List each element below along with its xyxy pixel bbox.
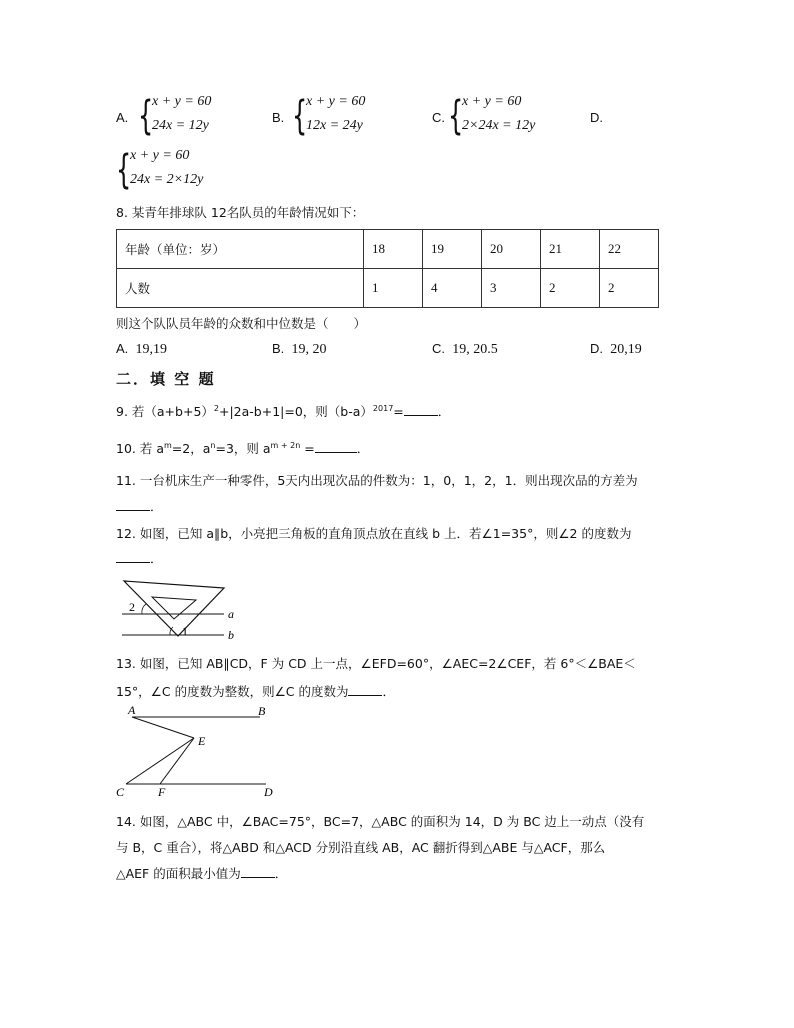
angle-2-arc <box>142 604 146 614</box>
q12-answer <box>116 549 163 567</box>
q7-d-eq1: x + y = 60 <box>130 148 190 163</box>
q7-option-d-system <box>116 148 236 196</box>
label-e: E <box>198 734 206 748</box>
q13-line2 <box>116 682 395 700</box>
table-cell: 2 <box>541 269 600 308</box>
q8-option-c <box>432 341 498 358</box>
q13-line1: 13. 如图，已知 AB∥CD，F 为 CD 上一点，∠EFD=60°，∠AEC=2∠CEF，若 6°＜∠BAE＜ <box>116 656 636 671</box>
section-title: 二．填 空 题 <box>116 370 216 388</box>
q8-option-a <box>116 341 167 358</box>
q12-text: 12. 如图，已知 a∥b，小亮把三角板的直角顶点放在直线 b 上．若∠1=35°，则∠2 的度数为 <box>116 526 632 541</box>
q9-text <box>116 402 450 420</box>
q9-exponent: 2017 <box>372 403 394 413</box>
answer-blank <box>241 865 275 878</box>
q8-option-b <box>272 341 327 358</box>
q9-part: 9. 若（a+b+5） <box>116 404 214 419</box>
q7-b-eq1: x + y = 60 <box>306 94 366 109</box>
q10-part: 10. 若 a <box>116 441 164 456</box>
q10-exponent: m + 2n <box>270 440 301 450</box>
q7-b-eq2: 12x = 24y <box>306 118 363 133</box>
q8-option-b-value: 19, 20 <box>291 342 327 357</box>
q9-part: = <box>393 404 404 419</box>
label-a: a <box>228 607 234 621</box>
table-cell: 4 <box>423 269 482 308</box>
table-cell: 2 <box>600 269 659 308</box>
answer-blank <box>404 403 438 416</box>
set-square-outer <box>124 581 224 636</box>
q7-c-eq1: x + y = 60 <box>462 94 522 109</box>
label-f: F <box>158 785 166 799</box>
q8-option-c-value: 19, 20.5 <box>452 342 498 357</box>
q8-option-d-label: D. <box>590 341 603 356</box>
table-cell: 20 <box>482 230 541 269</box>
brace-icon: { <box>292 93 308 139</box>
q11-text: 11. 一台机床生产一种零件，5天内出现次品的件数为：1，0，1，2，1．则出现次品的方差为 <box>116 473 638 488</box>
label-c: C <box>116 785 125 799</box>
q8-option-a-value: 19,19 <box>135 342 168 357</box>
answer-blank <box>348 683 382 696</box>
q14-line3 <box>116 864 287 882</box>
q7-c-eq2: 2×24x = 12y <box>462 118 536 133</box>
q13-line2-text: 15°，∠C 的度数为整数，则∠C 的度数为 <box>116 684 349 699</box>
segment-ae <box>132 717 194 738</box>
q14-line1: 14. 如图，△ABC 中，∠BAC=75°，BC=7，△ABC 的面积为 14，D 为 BC 边上一动点（没有 <box>116 814 645 829</box>
q7-option-b-label: B. <box>272 110 285 125</box>
q7-d-eq2: 24x = 2×12y <box>130 172 204 187</box>
label-d: D <box>264 785 273 799</box>
q8-option-c-label: C. <box>432 341 445 356</box>
q10-part: =2，a <box>171 441 211 456</box>
q8-question: 则这个队队员年龄的众数和中位数是（ ） <box>116 316 367 331</box>
label-2: 2 <box>129 600 135 614</box>
q8-option-d <box>590 341 642 358</box>
q11-end: ． <box>150 499 163 514</box>
q11-answer <box>116 497 163 515</box>
q7-option-a-system <box>138 94 248 142</box>
label-1: 1 <box>182 624 188 638</box>
table-cell: 19 <box>423 230 482 269</box>
q8-option-b-label: B. <box>272 341 285 356</box>
answer-blank <box>315 440 357 453</box>
brace-icon: { <box>116 147 132 193</box>
brace-icon: { <box>448 93 464 139</box>
q8-option-d-value: 20,19 <box>610 342 642 357</box>
age-table <box>116 229 659 308</box>
table-row <box>117 269 659 308</box>
q10-exponent: m <box>164 440 172 450</box>
q7-a-eq2: 24x = 12y <box>152 118 209 133</box>
q10-part: = <box>300 441 315 456</box>
q7-option-d-label: D. <box>590 110 603 125</box>
q10-exponent: n <box>210 440 216 450</box>
table-cell: 21 <box>541 230 600 269</box>
answer-blank <box>116 498 150 511</box>
q12-end: ． <box>150 551 163 566</box>
table-cell: 1 <box>364 269 423 308</box>
table-cell-header: 年龄（单位：岁） <box>117 230 364 269</box>
q14-line3-text: △AEF 的面积最小值为 <box>116 866 241 881</box>
q13-figure <box>114 702 284 800</box>
label-a: A <box>128 703 136 717</box>
q7-a-eq1: x + y = 60 <box>152 94 212 109</box>
q10-text <box>116 439 369 457</box>
label-b: b <box>228 628 234 642</box>
table-cell: 3 <box>482 269 541 308</box>
q14-line2: 与 B，C 重合），将△ABD 和△ACD 分别沿直线 AB，AC 翻折得到△ABE 与△ACF，那么 <box>116 840 606 855</box>
table-cell-header: 人数 <box>117 269 364 308</box>
q9-part: +|2a-b+1|=0，则（b-a） <box>219 404 373 419</box>
answer-blank <box>116 550 150 563</box>
q7-option-c-system <box>448 94 568 142</box>
q7-option-a-label: A. <box>116 110 129 125</box>
q9-exponent: 2 <box>213 403 219 413</box>
q14-end: ． <box>274 866 288 881</box>
brace-icon: { <box>138 93 154 139</box>
q8-option-a-label: A. <box>116 341 129 356</box>
q7-option-c-label: C. <box>432 110 445 125</box>
q10-part: =3，则 a <box>215 441 271 456</box>
q12-figure <box>116 576 246 646</box>
table-cell: 18 <box>364 230 423 269</box>
q7-option-b-system <box>292 94 402 142</box>
table-cell: 22 <box>600 230 659 269</box>
q13-end: ． <box>382 684 395 699</box>
q10-end: ． <box>356 441 370 456</box>
q9-end: ． <box>437 404 451 419</box>
segment-ec <box>126 738 194 784</box>
segment-ef <box>160 738 194 784</box>
label-b: B <box>258 704 266 718</box>
q8-text: 8. 某青年排球队 12名队员的年龄情况如下： <box>116 205 365 220</box>
table-row <box>117 230 659 269</box>
